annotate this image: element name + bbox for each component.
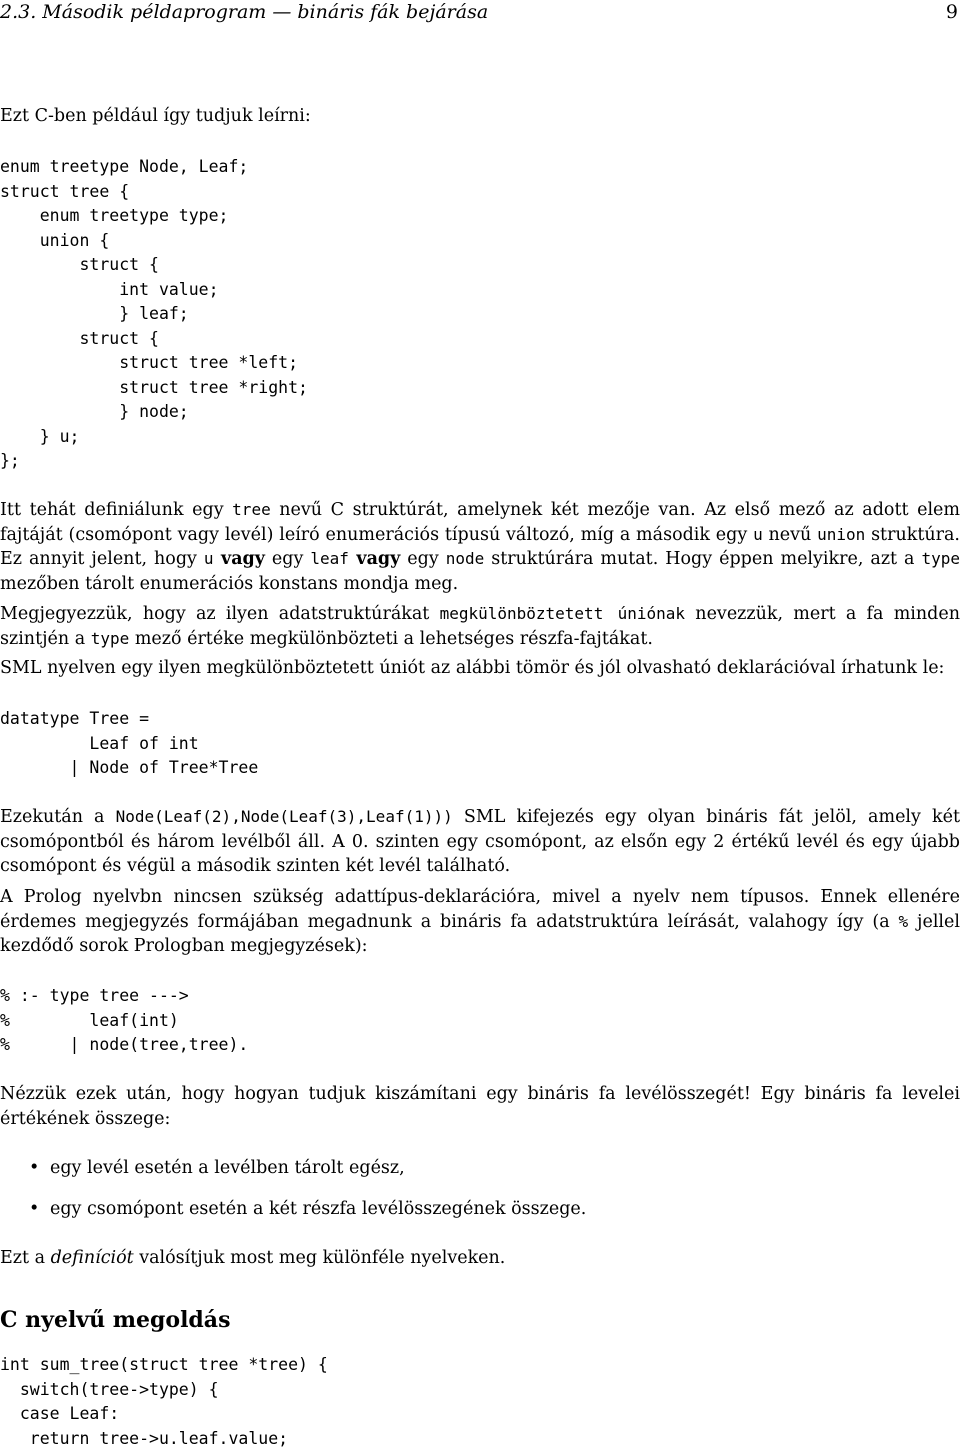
sml-example-paragraph (0, 805, 960, 879)
union-note-paragraph (0, 602, 960, 651)
running-header (0, 0, 960, 30)
sml-intro-paragraph (0, 656, 960, 681)
page-number: 9 (945, 1, 958, 23)
leaf-sum-text: Nézzük ezek után, hogy hogyan tudjuk kiszámítani egy bináris fa levélösszegét! Egy bináris fa levelei értékének összege: (0, 1084, 960, 1129)
code-percent: % (898, 911, 909, 931)
code-discriminated-union: megkülönböztetett úniónak (439, 604, 686, 623)
sml-code-text: datatype Tree = Leaf of int | Node of Tree*Tree (0, 709, 259, 777)
prolog-intro-text: A Prolog nyelvbn nincsen szükség adattípus-deklarációra, mivel a nyelv nem típusos. Ennek ellenére érdemes megjegyzés formájában megadnunk a bináris fa adatstruktúra leírását, valahogy így (a % jellel kezdődő sorok Prologban megjegyzések): (0, 887, 960, 956)
struct-explanation-text: Itt tehát definiálunk egy tree nevű C struktúrát, amelynek két mezője van. Az első mező az adott elem fajtáját (csomópont vagy levél) leíró enumerációs típusú változó, míg a második egy u nevű union struktúra. Ez annyit jelent, hogy u vagy egy leaf vagy egy node struktúrára mutat. Hogy éppen melyikre, azt a type mezőben tárolt enumerációs konstans mondja meg. (0, 500, 960, 594)
code-node: node (445, 549, 485, 568)
section-title: C nyelvű megoldás (0, 1307, 231, 1333)
definition-text: Ezt a definíciót valósítjuk most meg különféle nyelveken. (0, 1248, 506, 1268)
sml-example-text: Ezekután a Node(Leaf(2),Node(Leaf(3),Leaf(1))) SML kifejezés egy olyan bináris fát jelöl, amely két csomópontból és három levélből áll. A 0. szinten egy csomópont, az elsőn egy 2 értékű levél és egy újabb csomópont és végül a második szinten két levél található. (0, 807, 960, 876)
code-node-expression: Node(Leaf(2),Node(Leaf(3),Leaf(1))) (115, 807, 453, 826)
intro-text: Ezt C-ben például így tudjuk leírni: (0, 106, 311, 126)
c-sum-code-text: int sum_tree(struct tree *tree) { switch(tree->type) { case Leaf: return tree->u.leaf.value; (0, 1355, 328, 1448)
leaf-sum-paragraph (0, 1082, 960, 1131)
intro-paragraph (0, 104, 960, 129)
union-note-text: Megjegyezzük, hogy az ilyen adatstruktúrákat megkülönböztetett úniónak nevezzük, mert a fa minden szintjén a type mező értéke megkülönbözteti a lehetséges részfa-fajtákat. (0, 604, 960, 649)
prolog-code (0, 984, 960, 1058)
prolog-code-text: % :- type tree ---> % leaf(int) % | node(tree,tree). (0, 986, 249, 1054)
code-union: union (817, 524, 866, 544)
c-struct-code (0, 155, 960, 474)
list-item: • egy levél esetén a levélben tárolt egész, (0, 1156, 960, 1181)
section-heading (0, 1305, 960, 1335)
bold-vagy: vagy (213, 549, 265, 569)
sml-code (0, 707, 960, 781)
header-title: 2.3. Második példaprogram — bináris fák bejárása (0, 1, 489, 23)
sml-intro-text: SML nyelven egy ilyen megkülönböztetett úniót az alábbi tömör és jól olvasható deklarációval írhatunk le: (0, 658, 945, 678)
code-tree: tree (232, 500, 271, 519)
emphasis-definicio: definíciót (50, 1248, 134, 1268)
prolog-intro-paragraph (0, 885, 960, 959)
code-u-2: u (203, 549, 214, 568)
struct-explanation-paragraph (0, 498, 960, 596)
definition-paragraph (0, 1246, 960, 1271)
code-u: u (753, 524, 763, 544)
bold-vagy-2: vagy (348, 549, 401, 569)
code-type-2: type (90, 628, 130, 648)
bullet-icon: • (29, 1198, 40, 1219)
bullet-icon: • (29, 1158, 40, 1178)
code-leaf: leaf (310, 549, 349, 568)
list-item: • egy csomópont esetén a két részfa levélösszegének összege. (0, 1197, 960, 1222)
code-type: type (921, 549, 960, 568)
definition-list (0, 1156, 960, 1221)
c-sum-code (0, 1353, 960, 1451)
c-struct-code-text: enum treetype Node, Leaf; struct tree { enum treetype type; union { struct { int value; } leaf; struct { struct tree *left; struct tree *right; } node; } u; }; (0, 157, 308, 470)
